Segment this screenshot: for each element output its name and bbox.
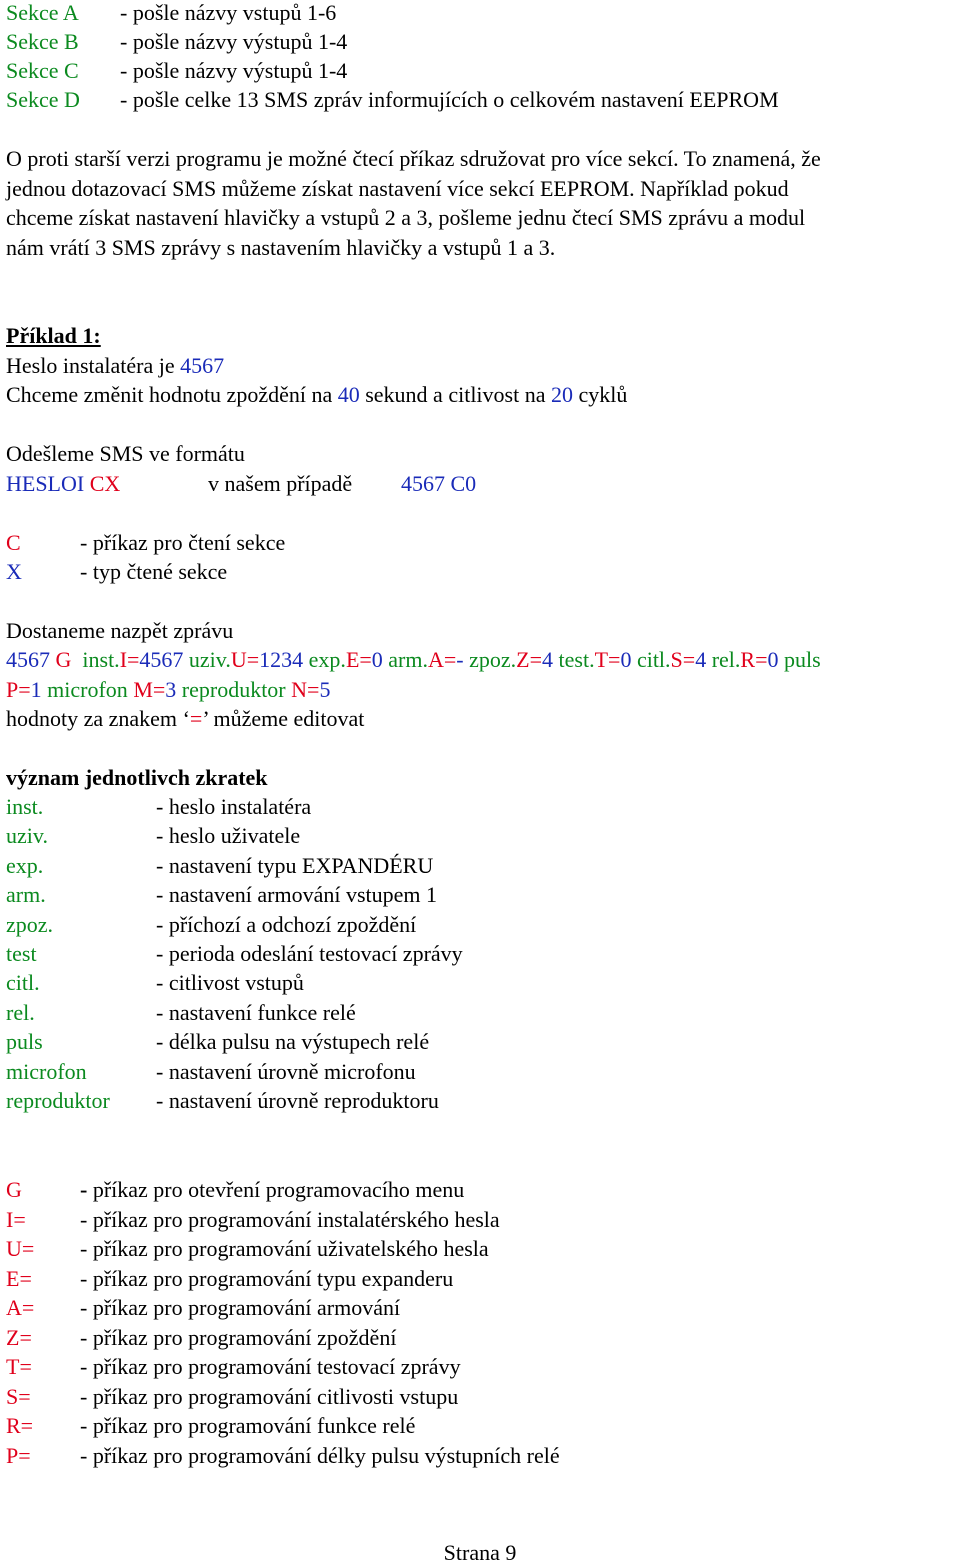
reply-segment: G [55, 647, 72, 672]
abbr-row [6, 880, 438, 909]
change-text: Chceme změnit hodnotu zpoždění na [6, 382, 338, 407]
command-code: U= [6, 1236, 35, 1261]
abbr-desc: - citlivost vstupů [156, 970, 304, 996]
abbr-desc: - nastavení funkce relé [156, 999, 356, 1025]
reply-segment: T= [594, 647, 621, 672]
quote-open: ‘ [182, 706, 190, 731]
command-desc-wrap [80, 1293, 400, 1322]
reply-segment: U= [230, 647, 260, 672]
abbr-desc: - délka pulsu na výstupech relé [156, 1029, 430, 1055]
section-name: Sekce A [6, 0, 79, 25]
reply-segment: microfon [47, 677, 134, 702]
reply-segment: 4 [695, 647, 712, 672]
command-row [6, 1382, 459, 1411]
equals-sign: = [189, 706, 203, 731]
command-code: I= [6, 1206, 26, 1232]
abbr-desc: - nastavení armování vstupem 1 [156, 882, 438, 908]
command-code: A= [6, 1295, 35, 1320]
reply-segment: Z= [516, 647, 543, 672]
reply-text: Dostaneme nazpět zprávu [6, 618, 234, 643]
reply-segment: E= [345, 647, 372, 672]
edit-text: můžeme editovat [208, 706, 365, 731]
reply-segment: 3 [165, 677, 182, 702]
abbr-row [6, 998, 356, 1027]
abbr-row [6, 1027, 430, 1056]
reply-segment: A= [428, 647, 457, 672]
page-footer: Strana 9 [443, 1540, 517, 1565]
x-desc: - typ čtené sekce [80, 559, 228, 584]
format-case-text: v našem případě [208, 471, 353, 496]
format-password: HESLOI [6, 471, 85, 496]
example-heading: Příklad 1: [6, 323, 101, 348]
format-example: 4567 C0 [401, 471, 477, 496]
reply-segment: 5 [319, 677, 331, 702]
command-desc: - příkaz pro programování délky pulsu výstupních relé [80, 1442, 560, 1468]
x-row [6, 557, 228, 586]
command-desc: - příkaz pro programování typu expanderu [80, 1265, 454, 1291]
reply-segment: inst. [71, 647, 120, 672]
edit-text: hodnoty za znakem [6, 706, 183, 731]
command-desc: - příkaz pro programování armování [80, 1295, 401, 1320]
abbr-name: inst. [6, 794, 44, 819]
command-code: S= [6, 1383, 31, 1409]
reply-segment: citl. [636, 647, 671, 672]
section-desc: - pošle názvy výstupů 1-4 [120, 58, 348, 83]
quote-close: ’ [202, 706, 209, 731]
command-desc-wrap [80, 1352, 461, 1381]
reply-segment: 0 [371, 647, 389, 672]
reply-segment: 0 [767, 647, 784, 672]
installer-password-line [6, 351, 224, 380]
section-desc: - pošle názvy vstupů 1-6 [120, 0, 337, 25]
section-name: Sekce B [6, 29, 79, 54]
reply-segment: 1234 [259, 647, 309, 672]
command-row [6, 1234, 489, 1263]
section-row [6, 85, 779, 114]
command-desc: - příkaz pro programování citlivosti vstupu [80, 1383, 459, 1409]
abbr-row [6, 1086, 439, 1115]
abbr-name: zpoz. [6, 911, 54, 937]
abbr-desc: - nastavení úrovně microfonu [156, 1058, 416, 1084]
command-row [6, 1411, 416, 1440]
command-code: Z= [6, 1324, 32, 1350]
section-desc: - pošle celke 13 SMS zpráv informujících o celkovém nastavení EEPROM [120, 87, 779, 112]
command-desc-wrap [80, 1382, 458, 1411]
edit-line [6, 704, 364, 733]
abbr-name: exp. [6, 852, 44, 878]
command-row [6, 1323, 397, 1352]
command-desc-wrap [80, 1205, 500, 1234]
command-desc: - příkaz pro programování funkce relé [80, 1413, 416, 1438]
command-desc: - příkaz pro programování zpoždění [80, 1324, 397, 1350]
abbr-row [6, 821, 301, 850]
abbr-row [6, 939, 463, 968]
command-row [6, 1175, 465, 1204]
c-row [6, 528, 286, 557]
abbr-desc: - příchozí a odchozí zpoždění [156, 911, 417, 937]
abbr-row [6, 968, 304, 997]
reply-segment: uziv. [188, 647, 231, 672]
command-desc-wrap [80, 1411, 415, 1440]
change-line [6, 380, 627, 409]
abbr-name: reproduktor [6, 1088, 110, 1113]
format-line [6, 469, 477, 498]
abbr-name: rel. [6, 999, 35, 1025]
paragraph-line: jednou dotazovací SMS můžeme získat nastavení více sekcí EEPROM. Například pokud [6, 176, 789, 201]
change-text: sekund a citlivost na [359, 382, 551, 407]
command-row [6, 1293, 401, 1322]
abbr-desc: - nastavení úrovně reproduktoru [156, 1088, 439, 1113]
section-name: Sekce C [6, 58, 79, 83]
paragraph-line: nám vrátí 3 SMS zprávy s nastavením hlavičky a vstupů 1 a 3. [6, 235, 556, 260]
abbr-name: citl. [6, 970, 40, 996]
command-code: R= [6, 1413, 34, 1438]
format-cx: CX [89, 471, 121, 496]
command-desc: - příkaz pro programování uživatelského hesla [80, 1236, 489, 1261]
section-desc: - pošle názvy výstupů 1-4 [120, 29, 348, 54]
abbr-heading: význam jednotlivch zkratek [6, 765, 268, 790]
command-desc: - příkaz pro programování testovací zprávy [80, 1354, 461, 1379]
reply-segment: 4567 [6, 647, 56, 672]
command-desc-wrap [80, 1175, 464, 1204]
reply-segment: - [456, 647, 470, 672]
x-label: X [6, 559, 22, 584]
command-desc-wrap [80, 1441, 560, 1470]
abbr-row [6, 910, 417, 939]
command-row [6, 1264, 454, 1293]
abbr-row [6, 851, 434, 880]
command-row [6, 1441, 560, 1470]
reply-segment: M= [133, 677, 166, 702]
abbr-desc: - heslo instalatéra [156, 794, 312, 819]
abbr-name: uziv. [6, 823, 48, 849]
reply-segment: 0 [620, 647, 637, 672]
send-text: Odešleme SMS ve formátu [6, 441, 245, 466]
abbr-name: test [6, 941, 37, 966]
reply-segment: arm. [388, 647, 428, 672]
reply-segment: S= [670, 647, 696, 672]
reply-segment: 4 [542, 647, 559, 672]
delay-value: 40 [337, 382, 360, 407]
abbr-name: microfon [6, 1058, 87, 1084]
command-row [6, 1205, 500, 1234]
section-row [6, 56, 348, 85]
abbr-row [6, 1057, 416, 1086]
reply-segment: puls [784, 647, 821, 672]
installer-password-text: Heslo instalatéra je [6, 353, 181, 378]
paragraph-line: chceme získat nastavení hlavičky a vstupů 2 a 3, pošleme jednu čtecí SMS zprávu a modul [6, 205, 806, 230]
command-dash: - [80, 1177, 88, 1202]
command-row [6, 1352, 461, 1381]
reply-segment: 1 [30, 677, 48, 702]
command-code: E= [6, 1265, 32, 1291]
abbr-desc: - heslo uživatele [156, 823, 301, 849]
reply-segment: zpoz. [469, 647, 517, 672]
reply-segment: test. [558, 647, 595, 672]
abbr-desc: - nastavení typu EXPANDÉRU [156, 852, 434, 878]
reply-segment: I= [119, 647, 140, 672]
c-label: C [6, 530, 21, 555]
reply-segment: R= [740, 647, 768, 672]
command-code: G [6, 1177, 22, 1202]
abbr-desc: - perioda odeslání testovací zprávy [156, 941, 463, 966]
command-code: T= [6, 1354, 32, 1379]
reply-segment: exp. [308, 647, 346, 672]
abbr-name: arm. [6, 882, 46, 908]
reply-segment: reproduktor [181, 677, 292, 702]
reply-segment: 4567 [139, 647, 189, 672]
installer-password-value: 4567 [180, 353, 225, 378]
command-desc-wrap [80, 1264, 453, 1293]
reply-segment: N= [291, 677, 320, 702]
sensitivity-value: 20 [550, 382, 573, 407]
reply-segment: rel. [711, 647, 741, 672]
command-desc-wrap [80, 1234, 489, 1263]
reply-message-line [6, 675, 330, 704]
section-row [6, 27, 348, 56]
command-code: P= [6, 1442, 31, 1468]
section-row [6, 0, 337, 27]
reply-message-line [6, 645, 821, 674]
c-desc: - příkaz pro čtení sekce [80, 530, 286, 555]
abbr-row [6, 792, 312, 821]
reply-segment: P= [6, 677, 31, 702]
command-desc-wrap [80, 1323, 396, 1352]
section-name: Sekce D [6, 87, 80, 112]
command-desc: příkaz pro otevření programovacího menu [87, 1177, 465, 1202]
paragraph-line: O proti starší verzi programu je možné čtecí příkaz sdružovat pro více sekcí. To znamená, že [6, 146, 821, 171]
change-text: cyklů [572, 382, 628, 407]
command-desc: - příkaz pro programování instalatérského hesla [80, 1206, 500, 1232]
abbr-name: puls [6, 1029, 43, 1055]
